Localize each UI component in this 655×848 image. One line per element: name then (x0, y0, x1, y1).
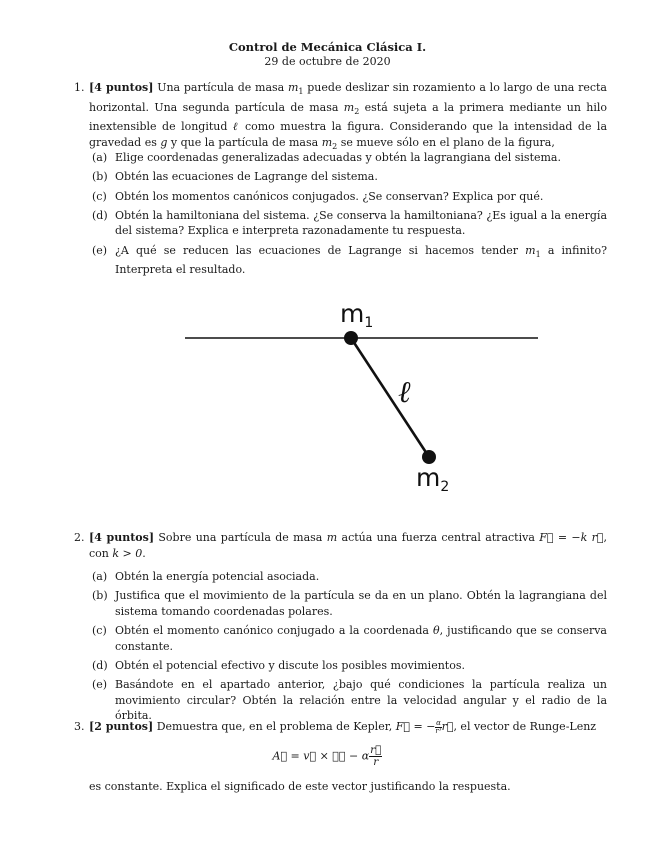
label-m2: $m_2$ (416, 463, 450, 495)
problem-2-statement: [4 puntos] Sobre una partícula de masa m actúa una fuerza central atractiva F⃗ = −k r⃗, con k > 0. (89, 531, 607, 560)
runge-lenz-equation: A⃗ = v⃗ × ℓ⃗ − α $\frac{r⃗}{r}$ (272, 744, 382, 768)
kepler-fraction: $\frac{\alpha}{\text{r³}}$ (435, 718, 442, 735)
problem-1-item-c: (c) Obtén los momentos canónicos conjugados. ¿Se conservan? Explica por qué. (92, 189, 544, 203)
problem-2-item-c: (c) Obtén el momento canónico conjugado a la coordenada θ, justificando que se conserva constante. (92, 624, 607, 653)
problem-1-item-b: (b) Obtén las ecuaciones de Lagrange del sistema. (92, 170, 378, 184)
problem-3-statement: [2 puntos] Demuestra que, en el problema de Kepler, F⃗ = − $\frac{\alpha}{\text{r³}}$ r⃗, el vector de Runge-Lenz (89, 718, 597, 735)
problem-2 (74, 530, 607, 561)
problem-1 (74, 80, 607, 155)
problem-2-points: [4 puntos] (89, 531, 155, 544)
problem-2-item-d: (d) Obtén el potencial efectivo y discute los posibles movimientos. (92, 658, 465, 672)
force-expression: F⃗ = −k r⃗ (539, 531, 604, 544)
exam-date: 29 de octubre de 2020 (264, 55, 391, 68)
problem-2-item-b: (b) Justifica que el movimiento de la partícula se da en un plano. Obtén la lagrangiana del sistema tomando coordenadas polares. (92, 589, 607, 618)
inextensible-string (351, 338, 429, 457)
problem-1-item-a: (a) Elige coordenadas generalizadas adecuadas y obtén la lagrangiana del sistema. (92, 151, 561, 164)
problem-3-closing: es constante. Explica el significado de este vector justificando la respuesta. (89, 780, 511, 793)
mass-m2-dot (422, 450, 436, 464)
problem-3-number: 3. (74, 720, 85, 733)
problem-2-item-e: (e) Basándote en el apartado anterior, ¿bajo qué condiciones la partícula realiza un movimiento circular? Obtén la relación entre la velocidad angular y el radio de la órbita. (92, 678, 607, 723)
runge-lenz-fraction: $\frac{r⃗}{r}$ (370, 744, 382, 768)
problem-1-points: [4 puntos] (89, 81, 154, 94)
problem-1-item-e: (e) ¿A qué se reducen las ecuaciones de Lagrange si hacemos tender $m_1$ a infinito? Interpreta el resultado. (92, 243, 607, 277)
label-m1: $m_1$ (340, 299, 374, 331)
problem-1-item-d: (d) Obtén la hamiltoniana del sistema. ¿Se conserva la hamiltoniana? ¿Es igual a la energía del sistema? Explica e interpreta razonadamente tu respuesta. (92, 208, 607, 238)
mass-m1-dot (344, 331, 358, 345)
pendulum-figure (0, 290, 655, 505)
exam-title: Control de Mecánica Clásica I. (228, 40, 427, 54)
problem-1-number: 1. (74, 81, 85, 94)
problem-1-items (92, 150, 607, 282)
problem-1-statement: [4 puntos] Una partícula de masa $m_1$ puede deslizar sin rozamiento a lo largo de una recta horizontal. Una segunda partícula de masa $m_2$ está sujeta a la primera mediante un hilo inextensible de longitud ℓ como muestra la figura. Considerando que la intensidad de la gravedad es g y que la partícula de masa $m_2$ se mueve sólo en el plano de la figura, (89, 81, 608, 152)
problem-2-number: 2. (74, 531, 85, 544)
problem-2-item-a: (a) Obtén la energía potencial asociada. (92, 570, 320, 583)
problem-3 (74, 719, 607, 735)
problem-2-items (92, 569, 607, 727)
problem-3-points: [2 puntos] (89, 720, 154, 733)
label-ell: ℓ (398, 375, 411, 410)
